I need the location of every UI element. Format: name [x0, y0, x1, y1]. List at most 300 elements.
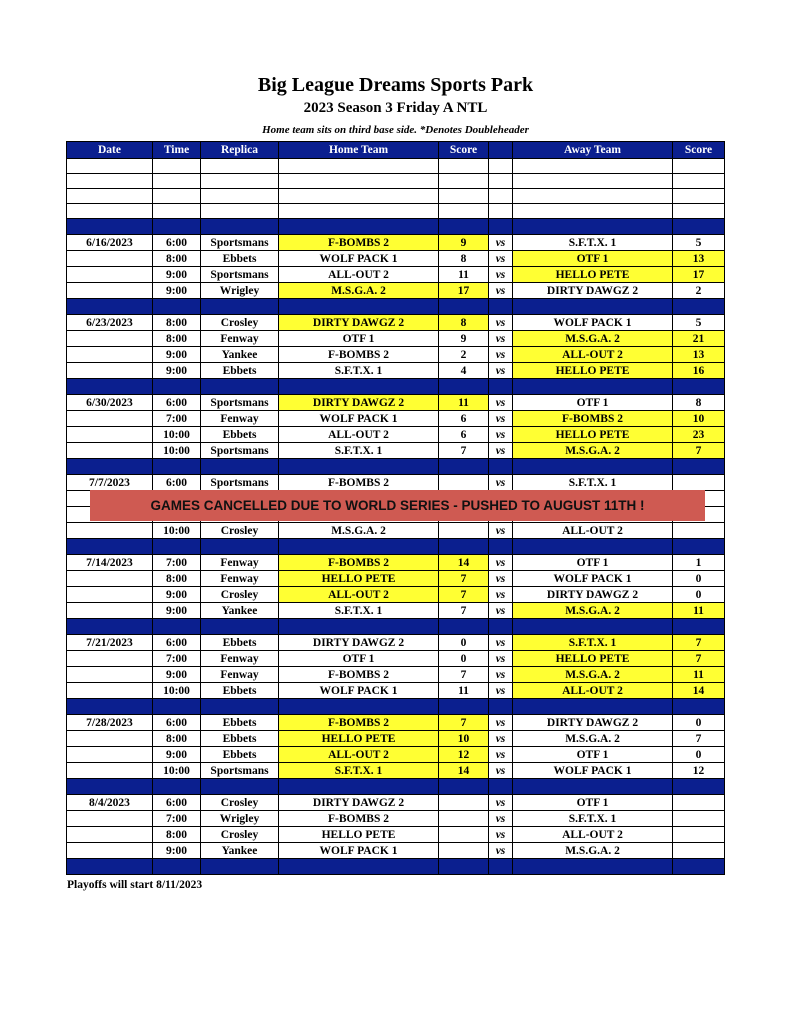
vs-label: vs — [489, 795, 513, 811]
week-separator-cell — [489, 779, 513, 795]
game-time: 9:00 — [153, 363, 201, 379]
vs-label: vs — [489, 363, 513, 379]
game-field: Crosley — [201, 523, 279, 539]
home-score — [439, 475, 489, 491]
vs-label: vs — [489, 587, 513, 603]
vs-label: vs — [489, 763, 513, 779]
game-date: 7/14/2023 — [67, 555, 153, 571]
home-team: F-BOMBS 2 — [279, 235, 439, 251]
game-date — [67, 811, 153, 827]
empty-row-cell — [67, 189, 153, 204]
empty-row-cell — [279, 159, 439, 174]
away-score — [673, 843, 725, 859]
game-row — [67, 603, 725, 619]
away-team: DIRTY DAWGZ 2 — [513, 715, 673, 731]
col-home-team: Home Team — [279, 142, 439, 159]
away-score: 11 — [673, 603, 725, 619]
game-row — [67, 763, 725, 779]
home-score: 7 — [439, 443, 489, 459]
week-separator-cell — [439, 219, 489, 235]
away-team: HELLO PETE — [513, 651, 673, 667]
game-time: 6:00 — [153, 795, 201, 811]
week-separator-cell — [439, 619, 489, 635]
game-row — [67, 555, 725, 571]
playoffs-note: Playoffs will start 8/11/2023 — [67, 879, 203, 891]
season-subtitle: 2023 Season 3 Friday A NTL — [303, 100, 488, 116]
week-separator-cell — [513, 619, 673, 635]
game-time: 6:00 — [153, 395, 201, 411]
home-score: 0 — [439, 635, 489, 651]
vs-label: vs — [489, 715, 513, 731]
home-team: ALL-OUT 2 — [279, 747, 439, 763]
away-team: ALL-OUT 2 — [513, 523, 673, 539]
empty-row-cell — [489, 204, 513, 219]
week-separator-cell — [67, 779, 153, 795]
week-separator-cell — [513, 699, 673, 715]
week-separator-cell — [673, 379, 725, 395]
vs-label: vs — [489, 603, 513, 619]
week-separator-cell — [201, 619, 279, 635]
empty-row-cell — [279, 174, 439, 189]
home-score — [439, 795, 489, 811]
game-time: 10:00 — [153, 763, 201, 779]
week-separator-cell — [201, 859, 279, 875]
home-team: DIRTY DAWGZ 2 — [279, 315, 439, 331]
week-separator — [67, 459, 725, 475]
game-field: Ebbets — [201, 747, 279, 763]
game-date — [67, 683, 153, 699]
away-score: 23 — [673, 427, 725, 443]
home-score: 10 — [439, 731, 489, 747]
game-field: Ebbets — [201, 683, 279, 699]
home-score — [439, 523, 489, 539]
empty-row-cell — [513, 174, 673, 189]
game-row — [67, 443, 725, 459]
game-time: 8:00 — [153, 571, 201, 587]
away-score — [673, 523, 725, 539]
away-score: 17 — [673, 267, 725, 283]
home-team: OTF 1 — [279, 331, 439, 347]
away-team: M.S.G.A. 2 — [513, 731, 673, 747]
game-date: 7/21/2023 — [67, 635, 153, 651]
home-team: S.F.T.X. 1 — [279, 443, 439, 459]
vs-label: vs — [489, 811, 513, 827]
away-score: 8 — [673, 395, 725, 411]
week-separator-cell — [513, 379, 673, 395]
week-separator-cell — [67, 219, 153, 235]
away-score: 11 — [673, 667, 725, 683]
home-score: 4 — [439, 363, 489, 379]
home-score: 0 — [439, 651, 489, 667]
week-separator-cell — [67, 539, 153, 555]
game-field: Sportsmans — [201, 475, 279, 491]
game-field: Fenway — [201, 331, 279, 347]
week-separator-cell — [489, 379, 513, 395]
game-date — [67, 843, 153, 859]
game-time: 8:00 — [153, 731, 201, 747]
away-team: HELLO PETE — [513, 427, 673, 443]
col-time: Time — [153, 142, 201, 159]
game-field: Yankee — [201, 603, 279, 619]
empty-row-cell — [67, 204, 153, 219]
home-score — [439, 827, 489, 843]
game-date — [67, 283, 153, 299]
away-team: WOLF PACK 1 — [513, 571, 673, 587]
game-date — [67, 827, 153, 843]
empty-row-cell — [513, 159, 673, 174]
away-team: WOLF PACK 1 — [513, 763, 673, 779]
empty-row-cell — [201, 189, 279, 204]
game-time: 9:00 — [153, 603, 201, 619]
home-team: M.S.G.A. 2 — [279, 523, 439, 539]
home-team: ALL-OUT 2 — [279, 267, 439, 283]
game-time: 7:00 — [153, 651, 201, 667]
away-score: 7 — [673, 651, 725, 667]
home-team: S.F.T.X. 1 — [279, 363, 439, 379]
week-separator-cell — [439, 379, 489, 395]
game-date: 6/30/2023 — [67, 395, 153, 411]
vs-label: vs — [489, 475, 513, 491]
week-separator — [67, 779, 725, 795]
week-separator-cell — [513, 859, 673, 875]
away-team: HELLO PETE — [513, 267, 673, 283]
week-separator — [67, 859, 725, 875]
away-score: 7 — [673, 635, 725, 651]
game-time: 10:00 — [153, 427, 201, 443]
week-separator-cell — [153, 859, 201, 875]
week-separator-cell — [67, 299, 153, 315]
week-separator-cell — [153, 219, 201, 235]
vs-label: vs — [489, 427, 513, 443]
game-time: 7:00 — [153, 555, 201, 571]
cancellation-banner: GAMES CANCELLED DUE TO WORLD SERIES - PUSHED TO AUGUST 11TH ! — [90, 490, 705, 521]
week-separator-cell — [153, 619, 201, 635]
home-team: F-BOMBS 2 — [279, 555, 439, 571]
game-time: 9:00 — [153, 283, 201, 299]
week-separator-cell — [673, 299, 725, 315]
vs-label: vs — [489, 827, 513, 843]
week-separator-cell — [439, 299, 489, 315]
away-score: 5 — [673, 235, 725, 251]
week-separator-cell — [153, 379, 201, 395]
empty-row — [67, 189, 725, 204]
empty-row-cell — [279, 189, 439, 204]
week-separator-cell — [201, 379, 279, 395]
away-score: 0 — [673, 571, 725, 587]
away-score: 21 — [673, 331, 725, 347]
vs-label: vs — [489, 555, 513, 571]
home-score: 8 — [439, 251, 489, 267]
game-field: Fenway — [201, 667, 279, 683]
col-home-score: Score — [439, 142, 489, 159]
away-team: ALL-OUT 2 — [513, 347, 673, 363]
game-field: Sportsmans — [201, 443, 279, 459]
game-field: Crosley — [201, 587, 279, 603]
game-row — [67, 587, 725, 603]
vs-label: vs — [489, 347, 513, 363]
game-date — [67, 571, 153, 587]
home-team: F-BOMBS 2 — [279, 347, 439, 363]
week-separator-cell — [673, 459, 725, 475]
empty-row-cell — [673, 159, 725, 174]
game-date — [67, 251, 153, 267]
week-separator-cell — [279, 859, 439, 875]
game-row — [67, 747, 725, 763]
week-separator-cell — [279, 699, 439, 715]
game-date — [67, 267, 153, 283]
game-date — [67, 603, 153, 619]
game-row — [67, 635, 725, 651]
away-score — [673, 811, 725, 827]
game-date — [67, 523, 153, 539]
game-row — [67, 811, 725, 827]
week-separator-cell — [153, 539, 201, 555]
game-date — [67, 731, 153, 747]
week-separator-cell — [279, 299, 439, 315]
away-score — [673, 827, 725, 843]
home-score: 7 — [439, 715, 489, 731]
game-time: 9:00 — [153, 747, 201, 763]
away-score: 5 — [673, 315, 725, 331]
game-row — [67, 827, 725, 843]
game-field: Crosley — [201, 315, 279, 331]
game-field: Yankee — [201, 843, 279, 859]
away-team: S.F.T.X. 1 — [513, 235, 673, 251]
game-time: 6:00 — [153, 635, 201, 651]
home-team: ALL-OUT 2 — [279, 427, 439, 443]
game-time: 6:00 — [153, 715, 201, 731]
week-separator — [67, 699, 725, 715]
week-separator-cell — [153, 699, 201, 715]
vs-label: vs — [489, 315, 513, 331]
vs-label: vs — [489, 411, 513, 427]
away-team: WOLF PACK 1 — [513, 315, 673, 331]
game-row — [67, 235, 725, 251]
empty-row-cell — [489, 174, 513, 189]
game-date: 6/16/2023 — [67, 235, 153, 251]
vs-label: vs — [489, 443, 513, 459]
game-field: Wrigley — [201, 811, 279, 827]
home-score: 2 — [439, 347, 489, 363]
home-team: WOLF PACK 1 — [279, 411, 439, 427]
week-separator-cell — [439, 859, 489, 875]
header-row — [67, 142, 725, 159]
away-team: OTF 1 — [513, 251, 673, 267]
game-row — [67, 523, 725, 539]
away-score — [673, 475, 725, 491]
week-separator-cell — [673, 539, 725, 555]
home-team-note: Home team sits on third base side. *Denotes Doubleheader — [262, 124, 529, 136]
game-date — [67, 587, 153, 603]
away-score: 13 — [673, 347, 725, 363]
game-row — [67, 363, 725, 379]
game-time: 9:00 — [153, 587, 201, 603]
game-time: 9:00 — [153, 667, 201, 683]
vs-label: vs — [489, 747, 513, 763]
game-row — [67, 731, 725, 747]
home-team: F-BOMBS 2 — [279, 667, 439, 683]
week-separator-cell — [489, 219, 513, 235]
game-time: 10:00 — [153, 683, 201, 699]
game-time: 9:00 — [153, 843, 201, 859]
game-date — [67, 347, 153, 363]
home-team: WOLF PACK 1 — [279, 251, 439, 267]
vs-label: vs — [489, 683, 513, 699]
away-team: ALL-OUT 2 — [513, 683, 673, 699]
game-row — [67, 251, 725, 267]
game-field: Ebbets — [201, 251, 279, 267]
week-separator-cell — [513, 299, 673, 315]
vs-label: vs — [489, 843, 513, 859]
vs-label: vs — [489, 331, 513, 347]
game-field: Wrigley — [201, 283, 279, 299]
vs-label: vs — [489, 523, 513, 539]
empty-row-cell — [153, 204, 201, 219]
empty-row-cell — [153, 159, 201, 174]
game-field: Sportsmans — [201, 267, 279, 283]
week-separator-cell — [201, 219, 279, 235]
empty-row-cell — [153, 174, 201, 189]
game-time: 8:00 — [153, 315, 201, 331]
home-score: 6 — [439, 411, 489, 427]
week-separator — [67, 619, 725, 635]
empty-row-cell — [673, 189, 725, 204]
vs-label: vs — [489, 235, 513, 251]
away-team: M.S.G.A. 2 — [513, 443, 673, 459]
week-separator-cell — [201, 459, 279, 475]
away-team: S.F.T.X. 1 — [513, 811, 673, 827]
empty-row-cell — [513, 189, 673, 204]
game-date — [67, 427, 153, 443]
week-separator-cell — [279, 539, 439, 555]
vs-label: vs — [489, 571, 513, 587]
home-team: S.F.T.X. 1 — [279, 763, 439, 779]
vs-label: vs — [489, 283, 513, 299]
game-row — [67, 267, 725, 283]
empty-row-cell — [201, 159, 279, 174]
game-date: 8/4/2023 — [67, 795, 153, 811]
game-row — [67, 331, 725, 347]
home-team: DIRTY DAWGZ 2 — [279, 395, 439, 411]
empty-row-cell — [439, 189, 489, 204]
week-separator — [67, 299, 725, 315]
away-team: OTF 1 — [513, 555, 673, 571]
week-separator-cell — [67, 379, 153, 395]
away-team: M.S.G.A. 2 — [513, 331, 673, 347]
away-team: ALL-OUT 2 — [513, 827, 673, 843]
home-score — [439, 843, 489, 859]
empty-row-cell — [279, 204, 439, 219]
week-separator-cell — [201, 779, 279, 795]
game-field: Sportsmans — [201, 395, 279, 411]
game-field: Ebbets — [201, 715, 279, 731]
game-field: Yankee — [201, 347, 279, 363]
home-score: 11 — [439, 683, 489, 699]
game-row — [67, 795, 725, 811]
week-separator-cell — [439, 459, 489, 475]
week-separator-cell — [673, 219, 725, 235]
home-score: 14 — [439, 555, 489, 571]
away-team: DIRTY DAWGZ 2 — [513, 587, 673, 603]
game-date — [67, 363, 153, 379]
game-date — [67, 651, 153, 667]
away-score: 14 — [673, 683, 725, 699]
home-team: F-BOMBS 2 — [279, 475, 439, 491]
col-replica: Replica — [201, 142, 279, 159]
away-team: DIRTY DAWGZ 2 — [513, 283, 673, 299]
week-separator-cell — [67, 699, 153, 715]
game-date — [67, 763, 153, 779]
home-team: HELLO PETE — [279, 731, 439, 747]
game-date — [67, 411, 153, 427]
game-field: Crosley — [201, 827, 279, 843]
home-team: F-BOMBS 2 — [279, 715, 439, 731]
away-score: 7 — [673, 443, 725, 459]
game-time: 7:00 — [153, 411, 201, 427]
away-team: M.S.G.A. 2 — [513, 603, 673, 619]
away-score: 16 — [673, 363, 725, 379]
vs-label: vs — [489, 667, 513, 683]
away-team: M.S.G.A. 2 — [513, 843, 673, 859]
col-vs — [489, 142, 513, 159]
home-score: 7 — [439, 603, 489, 619]
home-score: 7 — [439, 667, 489, 683]
game-field: Crosley — [201, 795, 279, 811]
week-separator-cell — [153, 779, 201, 795]
empty-row-cell — [673, 204, 725, 219]
col-away-score: Score — [673, 142, 725, 159]
away-team: S.F.T.X. 1 — [513, 635, 673, 651]
week-separator-cell — [513, 219, 673, 235]
away-score: 0 — [673, 715, 725, 731]
empty-row-cell — [439, 159, 489, 174]
week-separator-cell — [67, 859, 153, 875]
game-date — [67, 667, 153, 683]
game-row — [67, 475, 725, 491]
home-team: HELLO PETE — [279, 827, 439, 843]
week-separator-cell — [489, 859, 513, 875]
week-separator-cell — [279, 779, 439, 795]
home-team: F-BOMBS 2 — [279, 811, 439, 827]
game-row — [67, 315, 725, 331]
home-team: DIRTY DAWGZ 2 — [279, 795, 439, 811]
home-score — [439, 811, 489, 827]
game-time: 6:00 — [153, 235, 201, 251]
away-team: F-BOMBS 2 — [513, 411, 673, 427]
week-separator-cell — [673, 619, 725, 635]
empty-row-cell — [67, 159, 153, 174]
game-date — [67, 443, 153, 459]
vs-label: vs — [489, 635, 513, 651]
home-score: 14 — [439, 763, 489, 779]
week-separator-cell — [153, 299, 201, 315]
away-team: OTF 1 — [513, 795, 673, 811]
game-row — [67, 683, 725, 699]
game-row — [67, 427, 725, 443]
empty-row — [67, 174, 725, 189]
vs-label: vs — [489, 651, 513, 667]
week-separator — [67, 219, 725, 235]
home-score: 8 — [439, 315, 489, 331]
game-row — [67, 715, 725, 731]
away-score: 7 — [673, 731, 725, 747]
empty-row-cell — [67, 174, 153, 189]
empty-row-cell — [153, 189, 201, 204]
home-team: DIRTY DAWGZ 2 — [279, 635, 439, 651]
game-time: 8:00 — [153, 251, 201, 267]
game-time: 10:00 — [153, 523, 201, 539]
empty-row — [67, 204, 725, 219]
